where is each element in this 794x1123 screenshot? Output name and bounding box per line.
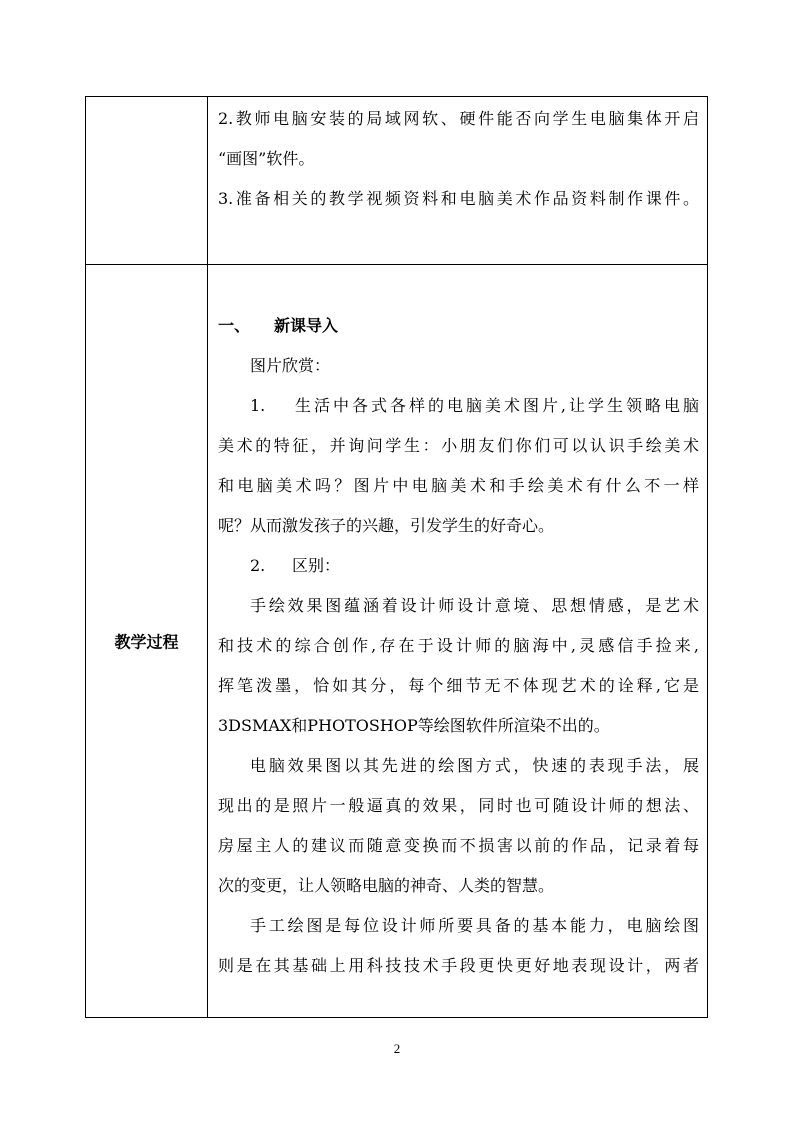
prep-line-1: 2.教师电脑安装的局域网软、硬件能否向学生电脑集体开启 bbox=[218, 109, 699, 128]
item-1-line-2: 美术的特征，并询问学生：小朋友们你们可以认识手绘美术 bbox=[218, 436, 699, 455]
item-2 bbox=[218, 546, 699, 586]
section-heading-text: 新课导入 bbox=[274, 316, 339, 335]
item-2-number: 2. bbox=[250, 556, 266, 575]
process-label: 教学过程 bbox=[114, 632, 179, 652]
item-1-first-line bbox=[218, 386, 699, 426]
item-1-line-3: 和电脑美术吗？图片中电脑美术和手绘美术有什么不一样 bbox=[218, 476, 699, 495]
process-content-cell bbox=[208, 265, 707, 1017]
preparation-label-cell bbox=[86, 97, 208, 264]
paragraph-1-line-1: 手绘效果图蕴涵着设计师设计意境、思想情感，是艺术 bbox=[250, 596, 699, 615]
item-1-text: 生活中各式各样的电脑美术图片,让学生领略电脑 bbox=[292, 396, 699, 415]
prep-line-3: 3.准备相关的教学视频资料和电脑美术作品资料制作课件。 bbox=[218, 189, 699, 208]
paragraph-2-line-4: 次的变更，让人领略电脑的神奇、人类的智慧。 bbox=[218, 876, 555, 895]
paragraph-1-line-3: 挥笔泼墨，恰如其分，每个细节无不体现艺术的诠释,它是 bbox=[218, 676, 699, 695]
paragraph-2-line-3: 房屋主人的建议而随意变换而不损害以前的作品，记录着每 bbox=[218, 836, 699, 855]
paragraph-1-line-4: 3DSMAX和PHOTOSHOP等绘图软件所渲染不出的。 bbox=[218, 716, 610, 735]
preparation-content-cell bbox=[208, 97, 707, 264]
subheading-picture-appreciation: 图片欣赏： bbox=[250, 356, 331, 375]
paragraph-3-line-1: 手工绘图是每位设计师所要具备的基本能力，电脑绘图 bbox=[250, 916, 699, 935]
table-row-preparation bbox=[86, 97, 707, 265]
page-number: 2 bbox=[393, 1041, 401, 1056]
prep-line-2: “画图”软件。 bbox=[218, 149, 315, 168]
paragraph-2-line-2: 现出的是照片一般逼真的效果，同时也可随设计师的想法、 bbox=[218, 796, 699, 815]
section-heading bbox=[218, 306, 699, 346]
paragraph-3-line-2: 则是在其基础上用科技技术手段更快更好地表现设计，两者 bbox=[218, 956, 699, 975]
item-2-text: 区别： bbox=[292, 556, 341, 575]
table-row-teaching-process bbox=[86, 265, 707, 1017]
item-1-number: 1. bbox=[250, 396, 266, 415]
item-1-line-4: 呢？从而激发孩子的兴趣，引发学生的好奇心。 bbox=[218, 516, 555, 535]
paragraph-2-line-1: 电脑效果图以其先进的绘图方式，快速的表现手法，展 bbox=[250, 756, 699, 775]
process-label-cell bbox=[86, 265, 208, 1017]
lesson-plan-table bbox=[85, 96, 708, 1018]
section-heading-number: 一、 bbox=[218, 316, 251, 335]
paragraph-1-line-2: 和技术的综合创作,存在于设计师的脑海中,灵感信手捡来, bbox=[218, 636, 699, 655]
